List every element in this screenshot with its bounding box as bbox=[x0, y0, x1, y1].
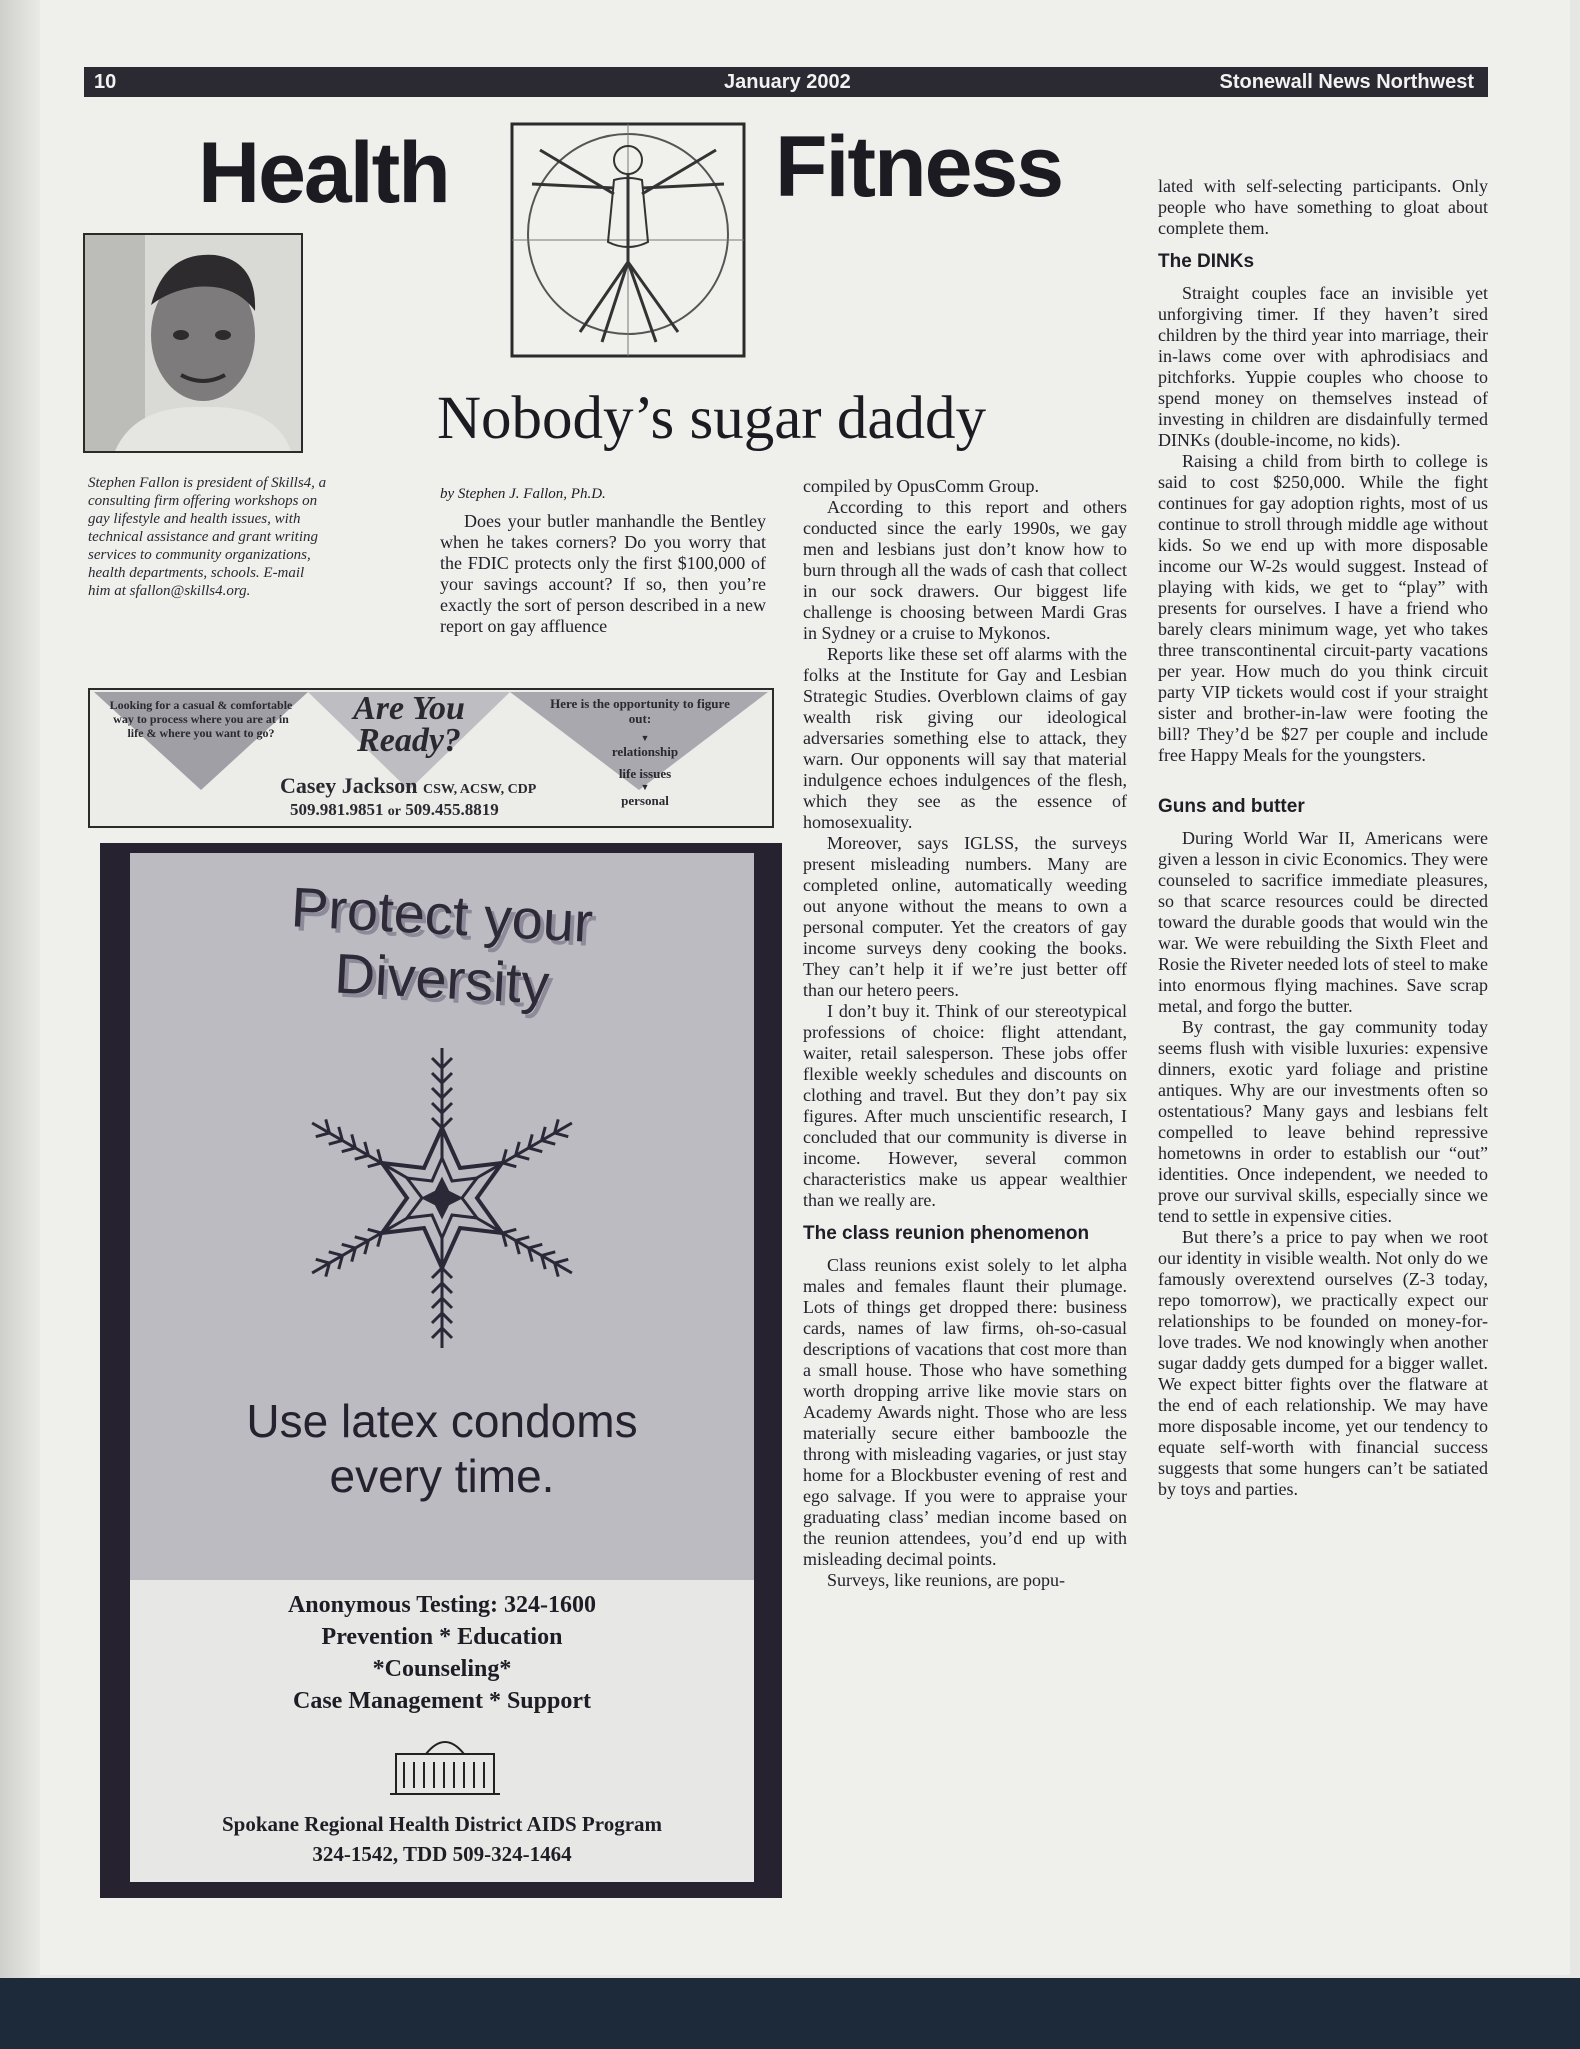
ad-phone-1: 509.981.9851 bbox=[290, 800, 384, 819]
ad-topic-list bbox=[570, 734, 720, 810]
ad-protect-headline-1: Protect your bbox=[289, 875, 595, 954]
vitruvian-man-icon bbox=[510, 122, 746, 358]
publication-name: Stonewall News Northwest bbox=[1219, 71, 1474, 93]
paragraph: Class reunions exist solely to let alpha males and females flaunt their plumage. Lots of things get dropped there: business cards, names of law firms, oh-so-casual descriptions of vacations that cost more than a small house. Those who have something worth dropping arrive like movie stars on Academy Awards night. Those who are less materially secure either bamboozle the throng with misleading vagaries, or just stay home for a Blockbuster evening of rest and ego salvage. If you were to appraise your graduating class’ median income based on the reunion attendees, you’d end up with misleading decimal points. bbox=[803, 1255, 1127, 1569]
article-title: Nobody’s sugar daddy bbox=[437, 385, 986, 452]
paragraph: Reports like these set off alarms with the folks at the Institute for Gay and Lesbian Strategic Studies. Overblown claims of gay wealth risk giving our ideological adversaries something else to attack, they warn. Our opponents will say that material indulgence echoes indulgences of the flesh, which they see as the essence of homosexuality. bbox=[803, 644, 1127, 832]
ad-phone-2: 509.455.8819 bbox=[405, 800, 499, 819]
paragraph: compiled by OpusComm Group. bbox=[803, 476, 1039, 496]
building-icon bbox=[390, 1730, 500, 1800]
ad-service-line: Anonymous Testing: 324-1600 bbox=[287, 1592, 597, 1618]
ad-phone-line bbox=[290, 800, 570, 822]
article-byline: by Stephen J. Fallon, Ph.D. bbox=[440, 486, 606, 502]
paragraph: I don’t buy it. Think of our stereotypical professions of choice: flight attendant, waiter, retail salesperson. These jobs offer flexible weekly schedules and discounts on clothing and travel. But they don’t pay six figures. After much unscientific research, I concluded that our community is diverse in income. However, several common characteristics make us appear wealthier than we really are. bbox=[803, 1001, 1127, 1210]
ad-image-panel bbox=[130, 853, 754, 1580]
article-column-3 bbox=[1158, 176, 1488, 1500]
down-arrow-icon: ▼ bbox=[640, 782, 650, 792]
ad-topic: relationship bbox=[611, 744, 679, 759]
snowflake-star-icon bbox=[282, 1033, 602, 1363]
paragraph: Straight couples face an invisible yet unforgiving timer. If they haven’t sired children by the third year into marriage, their in-laws come over with aphrodisiacs and pitchforks. Yuppie couples who choose to spend money on themselves instead of investing in children are disdainfully termed DINKs (double-income, no kids). bbox=[1158, 283, 1488, 450]
background-surface bbox=[0, 1978, 1580, 2049]
ad-protect-headline-2: Diversity bbox=[333, 941, 551, 1016]
paragraph: Does your butler manhandle the Bentley when he takes corners? Do you worry that the FDIC protects only the first $100,000 of your savings account? If so, then you’re exactly the sort of person described in a new report on gay affluence bbox=[440, 511, 766, 636]
ad-phone-or: or bbox=[387, 804, 401, 819]
paragraph: According to this report and others conducted since the early 1990s, we gay men and lesbians just don’t know how to burn through all the wads of cash that collect in our sock drawers. Our biggest life challenge is choosing between Mardi Gras in Sydney or a cruise to Mykonos. bbox=[803, 497, 1127, 643]
section-heading-health: Health bbox=[198, 125, 449, 221]
paragraph: lated with self-selecting participants. Only people who have something to gloat about complete them. bbox=[1158, 176, 1488, 238]
ad-tagline-2: every time. bbox=[329, 1450, 555, 1502]
paragraph: But there’s a price to pay when we root our identity in visible wealth. Not only do we famously overextend ourselves (Z-3 today, repo tomorrow), we practically expect our relationships to be founded on money-for-love trades. We nod knowingly when another sugar daddy gets dumped for a bigger wallet. We expect bitter fights over the flatware at the end of each relationship. We may have more disposable income, yet our tendency to equate self-worth with financial success suggests that some hungers can’t be satiated by toys and parties. bbox=[1158, 1227, 1488, 1499]
ad-casey-jackson bbox=[88, 688, 774, 828]
ad-right-text: Here is the opportunity to figure out: bbox=[550, 696, 730, 726]
page-number: 10 bbox=[94, 71, 117, 93]
ad-service-line: Case Management * Support bbox=[293, 1688, 591, 1714]
author-bio: Stephen Fallon is president of Skills4, a consulting firm offering workshops on gay lifestyle and health issues, with technical assistance and grant writing services to community organizations, health departments, schools. E-mail him at sfallon@skills4.org. bbox=[88, 475, 327, 599]
ad-service-line: Prevention * Education bbox=[321, 1624, 563, 1650]
paragraph: Raising a child from birth to college is said to cost $250,000. While the fight continues for gay adoption rights, most of us continue to stroll through middle age without kids. So we end up with more disposable income our W-2s would suggest. Instead of playing with kids, we get to “play” with presents for ourselves. I have a friend who barely clears minimum wage, yet who takes three transcontinental circuit-party vacations per year. How much do you think circuit party VIP tickets would cost if your straight sister and brother-in-law were footing the bill? They’d be $27 per couple and include free Happy Meals for the youngsters. bbox=[1158, 451, 1488, 765]
paragraph: During World War II, Americans were given a lesson in civic Economics. They were counseled to sacrifice immediate pleasures, so that scarce resources could be directed toward the durable goods that would win the war. We were rebuilding the Sixth Fleet and Rosie the Riveter needed lots of steel to make into enormous flying machines. Save scrap metal, and forgo the butter. bbox=[1158, 828, 1488, 1016]
ad-name-line bbox=[280, 774, 580, 802]
ad-agency-phone: 324-1542, TDD 509-324-1464 bbox=[312, 1842, 572, 1866]
subheading-guns-and-butter: Guns and butter bbox=[1158, 796, 1305, 817]
author-photo bbox=[83, 233, 303, 453]
ad-left-text: Looking for a casual & comfortable way to process where you are at in life & where you want to go? bbox=[109, 698, 293, 740]
ad-services-panel bbox=[130, 1580, 754, 1882]
down-arrow-icon: ▼ bbox=[640, 733, 650, 743]
ad-agency-name: Spokane Regional Health District AIDS Program bbox=[221, 1812, 663, 1836]
ad-headline-1: Are You bbox=[353, 690, 465, 727]
article-column-2 bbox=[803, 476, 1127, 1591]
page-header-bar bbox=[84, 67, 1488, 97]
ad-topic: life issues bbox=[618, 766, 672, 781]
subheading-class-reunion: The class reunion phenomenon bbox=[803, 1223, 1090, 1244]
ad-name: Casey Jackson bbox=[280, 773, 418, 798]
page-edge bbox=[0, 0, 40, 1978]
paragraph: Moreover, says IGLSS, the surveys present misleading numbers. Many are completed online, automatically weeding out anyone without the means to own a personal computer. Yet the creators of gay income surveys deny cooking the books. They can’t help it if we’re just better off than our hetero peers. bbox=[803, 833, 1127, 1000]
ad-headline-2: Ready? bbox=[357, 722, 461, 759]
section-heading-fitness: Fitness bbox=[775, 119, 1063, 215]
ad-service-line: *Counseling* bbox=[372, 1656, 512, 1682]
ad-topic: personal bbox=[621, 793, 669, 808]
paragraph: Surveys, like reunions, are popu- bbox=[827, 1570, 1065, 1590]
paragraph: By contrast, the gay community today seems flush with visible luxuries: expensive dinners, exotic yard foliage and pristine antiques. Why are our investments often so ostentatious? Many gays and lesbians felt compelled to leave behind repressive hometowns in order to establish our “out” identities. Once independent, we needed to prove our survival skills, especially since we tend to settle in expensive cities. bbox=[1158, 1017, 1488, 1226]
ad-tagline-1: Use latex condoms bbox=[246, 1395, 638, 1447]
subheading-dinks: The DINKs bbox=[1158, 251, 1255, 272]
article-column-1 bbox=[440, 511, 766, 637]
ad-protect-diversity bbox=[100, 843, 782, 1898]
issue-date: January 2002 bbox=[724, 71, 851, 93]
ad-credentials: CSW, ACSW, CDP bbox=[423, 782, 537, 797]
